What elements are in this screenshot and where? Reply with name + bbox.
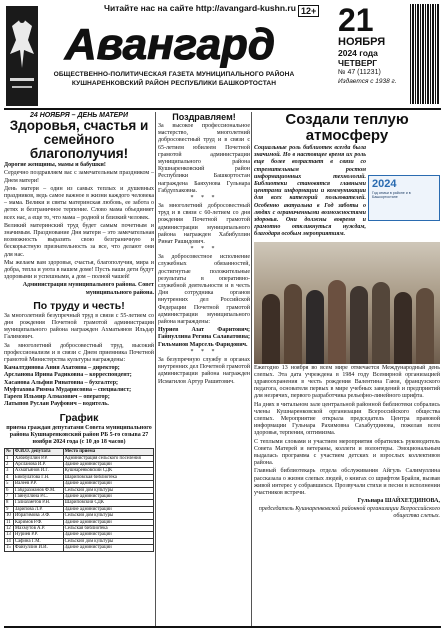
paragraph: С теплыми словами и участием мероприятия обратились руководитель Совета Матерей и ветераны, коллеги и волонтеры. Эмоциональным выдалась программа с участием детских и взрослых коллективов района. xyxy=(254,438,440,467)
table-cell: Кушнаренковский СДК xyxy=(63,468,153,474)
bottom-rule xyxy=(4,626,441,628)
promo-year: 2024 xyxy=(372,178,397,190)
table-cell: Сельский дом культуры xyxy=(63,538,153,544)
table-cell: 3 xyxy=(5,468,14,474)
schedule-headline: График xyxy=(59,411,99,424)
table-cell: Здание администрации xyxy=(63,532,153,538)
article-headline: Здоровья, счастья и семейного благополучия! xyxy=(9,118,149,162)
website-line: Читайте нас на сайте http://avangard-kushn.ru xyxy=(104,3,296,13)
table-cell: Габдрахманов Ф.М. xyxy=(13,487,63,493)
column-header: № xyxy=(5,449,14,455)
table-cell: Валеев Р.Р. xyxy=(13,481,63,487)
table-cell: Администрация сельского поселения xyxy=(63,455,153,461)
date-day: 21 xyxy=(338,2,374,38)
paragraph: Главный библиотекарь отдела обслуживания Айгуль Салимуллина рассказала о жизни слепых людей, о книгах со шрифтом Брайля, вызвав живой интерес у собравшихся. Прозвучали стихи и песни в исполнении участников встречи. xyxy=(254,468,440,497)
table-cell: Арсланова И.Р. xyxy=(13,461,63,467)
separator: * * * xyxy=(190,195,218,202)
paragraph: За высокое профессиональное мастерство, многолетний добросовестный труд и в связи с 65-летием юбилеем Почетной грамотой администрации муниципального района Кушнаренковский район Республики Башкортостан награждена Баяхунова Гульнара Габдулхаковна. xyxy=(158,123,250,194)
article-headline: Создали теплую атмосферу xyxy=(285,111,409,144)
table-cell: Махмутов А.Р. xyxy=(13,525,63,531)
paragraph: Ежегодно 13 ноября во всем мире отмечается Международный день слепых. Эта дата учреждена в 1984 году Всемирной организацией здравоохранения в честь рождения Валентина Гаюи, французского педагога, основателя первых в мире учебных заведений и предприятий для незрячих, первого разработчика рельефно-линейного шрифта. xyxy=(254,364,440,400)
table-cell: 9 xyxy=(5,506,14,512)
reception-schedule-table xyxy=(4,448,154,552)
paragraph: На днях в читальном зале центральной районной библиотеки собрались члены Кушнаренковской организации Всероссийского общества слепых. Мероприятие открыла председатель Центра правовой информации Гульнара Рахимовна Сахабутдинова, пожелав всем здоровья, терпения, оптимизма. xyxy=(254,401,440,437)
table-cell: Ахматьянов И.Г. xyxy=(13,468,63,474)
schedule-intro: приема граждан депутатами Совета муниципального района Кушнаренковский район РБ 5-го созыва 27 ноября 2024 года (с 10 до 18 часов) xyxy=(6,424,152,445)
separator: * * * xyxy=(190,348,218,355)
published-since: Издается с 1938 г. xyxy=(338,78,397,85)
table-cell: Сельская библиотека xyxy=(63,525,153,531)
table-cell: Сельский дом культуры xyxy=(63,487,153,493)
paragraph: Сердечно поздравляем вас с замечательным праздником – Днем матери! xyxy=(4,170,154,184)
signature: Администрация муниципального района. Совет муниципального района. xyxy=(22,282,154,296)
table-cell: Здание администрации xyxy=(63,545,153,551)
issue-number: № 47 (11231) xyxy=(338,69,381,76)
table-cell: Ибрагимова Э.Ф. xyxy=(13,513,63,519)
barcode xyxy=(410,4,440,104)
table-cell: Гайнуллина Р.С. xyxy=(13,493,63,499)
table-cell: 8 xyxy=(5,500,14,506)
table-row xyxy=(5,455,154,461)
table-cell: Здание администрации xyxy=(63,506,153,512)
age-rating-badge: 12+ xyxy=(298,5,319,17)
table-cell: 5 xyxy=(5,481,14,487)
group-photo xyxy=(254,242,440,364)
list-item: Арсланова Ирина Радиковна – корреспондент; xyxy=(4,372,132,379)
table-cell: Шариповский СДК xyxy=(63,500,153,506)
date-month: НОЯБРЯ xyxy=(338,36,386,48)
list-item: Хасанова Альфия Ринатовна – бухгалтер; xyxy=(4,379,119,386)
table-cell: 15 xyxy=(5,545,14,551)
section-headline: Поздравляем! xyxy=(172,112,236,122)
brand-name: Авангард xyxy=(64,20,276,68)
issue-date-block xyxy=(338,4,408,86)
table-row xyxy=(5,545,154,551)
newspaper-subtitle: ОБЩЕСТВЕННО-ПОЛИТИЧЕСКАЯ ГАЗЕТА МУНИЦИПАЛЬНОГО РАЙОНА КУШНАРЕНКОВСКИЙ РАЙОН РЕСПУБЛИКИ БАШКОРТОСТАН xyxy=(53,71,295,87)
masthead-rule xyxy=(4,108,441,110)
greeting: Дорогие женщины, мамы и бабушки! xyxy=(4,162,106,169)
table-cell: Файзуллин И.И. xyxy=(13,545,63,551)
table-cell: Нуриев Р.Р. xyxy=(13,532,63,538)
list-item: Латыпов Руслан Рауфович – водитель. xyxy=(4,401,109,408)
eagle-emblem-logo xyxy=(6,6,38,106)
table-cell: Здание администрации xyxy=(63,461,153,467)
paragraph: За добросовестное исполнение служебных обязанностей, достигнутые положительные результаты в оперативно-служебной деятельности и в честь Дня сотрудника органов внутренних дел Российской Федерации Почетной грамотой администрации муниципального района награждены: xyxy=(158,254,250,326)
paragraph: Мы желаем вам здоровья, счастья, благополучия, мира и добра, тепла и уюта в вашем доме! Пусть ваши дети будут здоровыми и успешными, а дом – полной чашей! xyxy=(4,259,154,281)
column-header: Место приема xyxy=(63,449,153,455)
library-article-column xyxy=(254,112,440,520)
table-cell: Здание администрации xyxy=(63,493,153,499)
table-cell: 13 xyxy=(5,532,14,538)
awardee-list xyxy=(4,365,154,408)
column-divider xyxy=(251,112,252,626)
table-cell: Сельский дом культуры xyxy=(63,513,153,519)
paragraph: За многолетний добросовестный труд и в связи с 60-летием со дня рождения Почетной грамотой администрации муниципального района награжден Хабибуллин Ринат Рашидович. xyxy=(158,203,250,246)
paragraph: Нуриев Азат Фаритович; Гайнуллина Регина Салаватовна; Гильманов Марсель Фаридович. xyxy=(158,327,250,348)
table-cell: 14 xyxy=(5,538,14,544)
table-cell: 2 xyxy=(5,461,14,467)
paragraph: День матери – один из самых теплых и душевных праздников, ведь самое важное в жизни каждого человека – мама. Велики и святы материнская любовь, ее забота о детях и безграничное терпение. Слово мама объединяет всех нас, а еще то, что мама – родной и близкий человек. xyxy=(4,185,154,221)
kicker: 24 НОЯБРЯ – ДЕНЬ МАТЕРИ xyxy=(29,112,128,119)
table-cell: 11 xyxy=(5,519,14,525)
paragraph: За безупречную службу в органах внутренних дел Почетной грамотой администрации района награжден Исмагилов Артур Рашитович. xyxy=(158,356,250,385)
promo-text: Год семьи в районе и в Башкортостане xyxy=(372,191,411,200)
column-divider xyxy=(155,112,156,626)
table-cell: Каримов Р.Ф. xyxy=(13,519,63,525)
table-cell: Бикбулатова Г.Н. xyxy=(13,474,63,480)
paragraph: За многолетний добросовестный труд, высокий профессионализм и в связи с Днем приемника Почетной грамотой Министерства культуры награждены: xyxy=(4,342,154,364)
article-lead: Социальные роль библиотек всегда была значимой. Но в настоящее время их роль еще более возрастает в связи со стремительным ростом информационных технологий. Библиотеки становятся главными центрами информации и коммуникации для всех категорий пользователей. Особенно актуальна в Год заботы о людях с ограниченными возможностями здоровья. Они должны вовремя и грамотно откликнуться нуждам, благодаря особым мероприятиям. xyxy=(254,145,366,238)
mothers-day-column xyxy=(4,112,154,552)
list-item: Камалтдинова Ания Ахатовна – директор; xyxy=(4,365,120,372)
list-item: Муфтахова Римма Мударисовна – специалист; xyxy=(4,386,132,393)
congratulations-column xyxy=(158,112,250,386)
date-year: 2024 года xyxy=(338,48,378,58)
section-headline: По труду и честь! xyxy=(33,299,125,312)
year-of-family-promo xyxy=(368,175,440,221)
table-cell: Сафина Г.М. xyxy=(13,538,63,544)
paragraph: За многолетний безупречный труд в связи с 55-летием со дня рождения Почетной грамотой администрации муниципального района награжден Ахматьянов Ильдар Галимович. xyxy=(4,312,154,341)
author-name: Гульнара ШАЙХЕТДИНОВА, xyxy=(357,498,440,505)
table-cell: Шариповская библиотека xyxy=(63,474,153,480)
table-cell: 12 xyxy=(5,525,14,531)
masthead xyxy=(0,0,445,108)
separator: * * * xyxy=(190,246,218,253)
table-cell: 7 xyxy=(5,493,14,499)
table-cell: Галиахметов Р.Н. xyxy=(13,500,63,506)
table-cell: 6 xyxy=(5,487,14,493)
table-cell: 10 xyxy=(5,513,14,519)
author-role: председатель Кушнаренковской районной организации Всероссийского общества слепых. xyxy=(258,505,440,519)
table-body xyxy=(5,455,154,551)
table-cell: Здание администрации xyxy=(63,519,153,525)
table-cell: Здание администрации xyxy=(63,481,153,487)
table-cell: Зарипова Л.Р. xyxy=(13,506,63,512)
list-item: Гареев Ильмир Алмазович – оператор; xyxy=(4,394,110,401)
table-cell: Хабибуллин Р.Р. xyxy=(13,455,63,461)
newspaper-title xyxy=(40,18,300,68)
column-header: Ф.И.О. депутата xyxy=(13,449,63,455)
paragraph: Великий материнский труд будет самым почетным и значимым. Празднование Дня матери – это замечательная возможность выразить свою безграничную и бескорыстную признательность за все, что делают они для нас. xyxy=(4,222,154,258)
date-weekday: ЧЕТВЕРГ xyxy=(338,58,378,68)
table-cell: 1 xyxy=(5,455,14,461)
table-cell: 4 xyxy=(5,474,14,480)
